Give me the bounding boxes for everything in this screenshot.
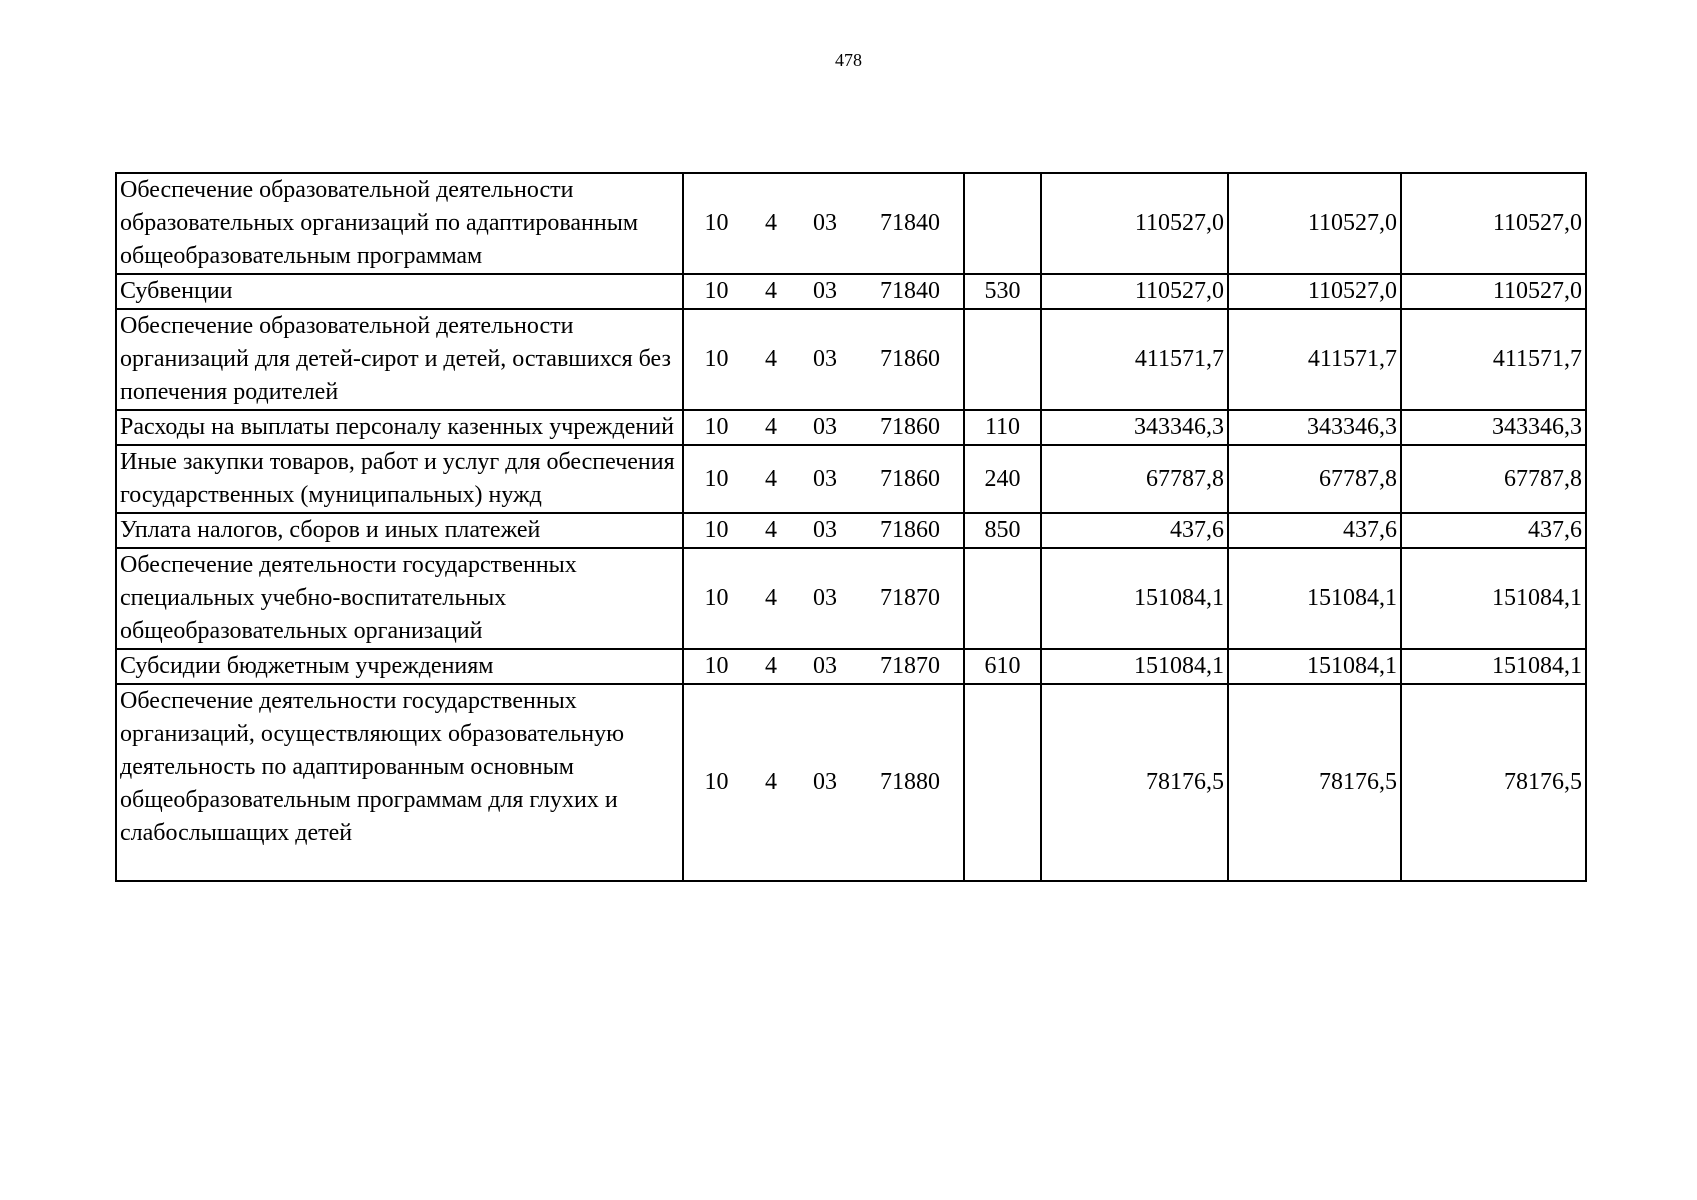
- table-row: [116, 649, 1586, 684]
- table-row: [116, 274, 1586, 309]
- amount-3-cell: 343346,3: [1401, 410, 1586, 445]
- amount-1-cell: 437,6: [1041, 513, 1228, 548]
- subsection-code-cell: 4: [749, 548, 793, 649]
- section-code-cell: 10: [683, 684, 749, 881]
- row-name-cell: Иные закупки товаров, работ и услуг для обеспечения государственных (муниципальных) нужд: [116, 445, 683, 513]
- row-name-cell: Расходы на выплаты персоналу казенных учреждений: [116, 410, 683, 445]
- program-code-cell: 03: [793, 684, 857, 881]
- section-code-cell: 10: [683, 649, 749, 684]
- amount-1-cell: 110527,0: [1041, 274, 1228, 309]
- table-body: [116, 173, 1586, 881]
- budget-table: [115, 172, 1587, 882]
- amount-2-cell: 78176,5: [1228, 684, 1401, 881]
- amount-3-cell: 437,6: [1401, 513, 1586, 548]
- amount-1-cell: 151084,1: [1041, 548, 1228, 649]
- amount-1-cell: 411571,7: [1041, 309, 1228, 410]
- direction-code-cell: 71860: [857, 445, 964, 513]
- expense-type-cell: 850: [964, 513, 1041, 548]
- program-code-cell: 03: [793, 173, 857, 274]
- expense-type-cell: [964, 548, 1041, 649]
- table-row: [116, 548, 1586, 649]
- direction-code-cell: 71840: [857, 173, 964, 274]
- expense-type-cell: 530: [964, 274, 1041, 309]
- subsection-code-cell: 4: [749, 649, 793, 684]
- row-name-cell: Субсидии бюджетным учреждениям: [116, 649, 683, 684]
- amount-2-cell: 437,6: [1228, 513, 1401, 548]
- row-name-cell: Обеспечение образовательной деятельности образовательных организаций по адаптированным общеобразовательным программам: [116, 173, 683, 274]
- section-code-cell: 10: [683, 445, 749, 513]
- amount-2-cell: 110527,0: [1228, 274, 1401, 309]
- section-code-cell: 10: [683, 410, 749, 445]
- table-row: [116, 513, 1586, 548]
- amount-3-cell: 411571,7: [1401, 309, 1586, 410]
- amount-2-cell: 110527,0: [1228, 173, 1401, 274]
- row-name-cell: Обеспечение деятельности государственных специальных учебно-воспитательных общеобразовательных организаций: [116, 548, 683, 649]
- program-code-cell: 03: [793, 548, 857, 649]
- amount-1-cell: 151084,1: [1041, 649, 1228, 684]
- direction-code-cell: 71870: [857, 548, 964, 649]
- amount-2-cell: 67787,8: [1228, 445, 1401, 513]
- program-code-cell: 03: [793, 445, 857, 513]
- expense-type-cell: [964, 684, 1041, 881]
- program-code-cell: 03: [793, 274, 857, 309]
- program-code-cell: 03: [793, 513, 857, 548]
- table-row: [116, 173, 1586, 274]
- amount-3-cell: 78176,5: [1401, 684, 1586, 881]
- expense-type-cell: [964, 309, 1041, 410]
- amount-1-cell: 67787,8: [1041, 445, 1228, 513]
- table-row: [116, 445, 1586, 513]
- amount-1-cell: 343346,3: [1041, 410, 1228, 445]
- section-code-cell: 10: [683, 513, 749, 548]
- table-row: [116, 410, 1586, 445]
- direction-code-cell: 71870: [857, 649, 964, 684]
- row-name-cell: Уплата налогов, сборов и иных платежей: [116, 513, 683, 548]
- expense-type-cell: [964, 173, 1041, 274]
- section-code-cell: 10: [683, 548, 749, 649]
- page-number: 478: [835, 50, 862, 70]
- amount-3-cell: 151084,1: [1401, 649, 1586, 684]
- subsection-code-cell: 4: [749, 445, 793, 513]
- subsection-code-cell: 4: [749, 684, 793, 881]
- amount-3-cell: 67787,8: [1401, 445, 1586, 513]
- expense-type-cell: 610: [964, 649, 1041, 684]
- amount-3-cell: 110527,0: [1401, 274, 1586, 309]
- row-name-cell: Обеспечение деятельности государственных организаций, осуществляющих образовательную деятельность по адаптированным основным общеобразовательным программам для глухих и слабослышащих детей: [116, 684, 683, 881]
- direction-code-cell: 71880: [857, 684, 964, 881]
- row-name-cell: Субвенции: [116, 274, 683, 309]
- subsection-code-cell: 4: [749, 274, 793, 309]
- amount-2-cell: 343346,3: [1228, 410, 1401, 445]
- amount-3-cell: 151084,1: [1401, 548, 1586, 649]
- amount-2-cell: 411571,7: [1228, 309, 1401, 410]
- direction-code-cell: 71860: [857, 513, 964, 548]
- direction-code-cell: 71840: [857, 274, 964, 309]
- amount-1-cell: 110527,0: [1041, 173, 1228, 274]
- program-code-cell: 03: [793, 410, 857, 445]
- direction-code-cell: 71860: [857, 309, 964, 410]
- subsection-code-cell: 4: [749, 309, 793, 410]
- program-code-cell: 03: [793, 309, 857, 410]
- amount-3-cell: 110527,0: [1401, 173, 1586, 274]
- subsection-code-cell: 4: [749, 513, 793, 548]
- section-code-cell: 10: [683, 309, 749, 410]
- table-row: [116, 309, 1586, 410]
- subsection-code-cell: 4: [749, 410, 793, 445]
- amount-2-cell: 151084,1: [1228, 548, 1401, 649]
- program-code-cell: 03: [793, 649, 857, 684]
- table-row: [116, 684, 1586, 881]
- expense-type-cell: 240: [964, 445, 1041, 513]
- section-code-cell: 10: [683, 274, 749, 309]
- amount-1-cell: 78176,5: [1041, 684, 1228, 881]
- expense-type-cell: 110: [964, 410, 1041, 445]
- direction-code-cell: 71860: [857, 410, 964, 445]
- section-code-cell: 10: [683, 173, 749, 274]
- row-name-cell: Обеспечение образовательной деятельности организаций для детей-сирот и детей, оставшихся без попечения родителей: [116, 309, 683, 410]
- subsection-code-cell: 4: [749, 173, 793, 274]
- amount-2-cell: 151084,1: [1228, 649, 1401, 684]
